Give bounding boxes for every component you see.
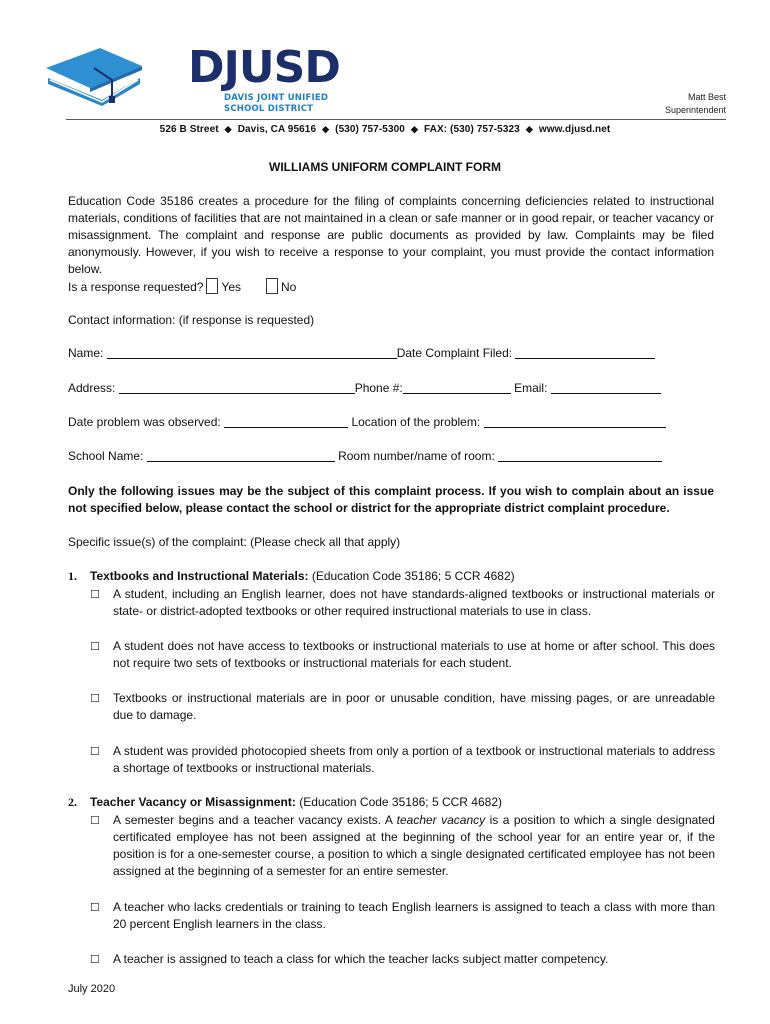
issue-textbooks-4: A student was provided photocopied sheets from only a portion of a textbook or instructional materials to address a shortage of textbooks or instructional materials. bbox=[113, 744, 715, 775]
form-title: WILLIAMS UNIFORM COMPLAINT FORM bbox=[269, 160, 501, 174]
issue-textbooks-2: A student does not have access to textbooks or instructional materials to use at home or after school. This does not require two sets of textbooks or instructional materials for each student. bbox=[113, 639, 715, 670]
separator-icon: ◆ bbox=[525, 124, 533, 134]
address-row bbox=[68, 381, 661, 395]
issue-teacher-3: A teacher is assigned to teach a class for which the teacher lacks subject matter competency. bbox=[113, 952, 609, 966]
city-address: Davis, CA 95616 bbox=[237, 124, 317, 135]
response-question: Is a response requested? bbox=[68, 280, 204, 294]
school-name-label: School Name: bbox=[68, 449, 144, 463]
header-divider bbox=[66, 119, 726, 120]
room-label: Room number/name of room: bbox=[338, 449, 495, 463]
name-label: Name: bbox=[68, 346, 104, 360]
checkbox-textbooks-3[interactable]: ☐ bbox=[90, 693, 100, 705]
issue-teacher-2: A teacher who lacks credentials or training to teach English learners is assigned to teach a class with more than 20 percent English learners in the class. bbox=[113, 900, 715, 931]
email-label: Email: bbox=[514, 381, 548, 395]
logo-wordmark: DJUSD bbox=[188, 42, 340, 93]
checkbox-textbooks-2[interactable]: ☐ bbox=[90, 641, 100, 653]
section-title: Textbooks and Instructional Materials: bbox=[90, 569, 309, 583]
graduation-cap-icon bbox=[40, 40, 190, 120]
section-heading-teacher bbox=[90, 795, 502, 809]
issue-textbooks-3: Textbooks or instructional materials are in poor or unusable condition, have missing pages, or are unreadable due to damage. bbox=[113, 691, 715, 722]
yes-checkbox[interactable] bbox=[206, 278, 218, 294]
no-checkbox[interactable] bbox=[266, 278, 278, 294]
location-field[interactable] bbox=[484, 415, 666, 428]
address-label: Address: bbox=[68, 381, 116, 395]
issue-text: A semester begins and a teacher vacancy exists. A bbox=[113, 813, 397, 827]
issue-textbooks-1: A student, including an English learner, does not have standards-aligned textbooks or instructional materials or state- or district-adopted textbooks or other required instructional materials to use in class. bbox=[113, 587, 715, 618]
separator-icon: ◆ bbox=[224, 124, 232, 134]
separator-icon: ◆ bbox=[322, 124, 330, 134]
checkbox-teacher-3[interactable]: ☐ bbox=[90, 954, 100, 966]
street-address: 526 B Street bbox=[159, 124, 219, 135]
contact-info-label: Contact information: (if response is requested) bbox=[68, 313, 315, 327]
location-label: Location of the problem: bbox=[351, 415, 481, 429]
issue-teacher-1 bbox=[113, 812, 715, 880]
yes-label: Yes bbox=[221, 280, 241, 294]
specific-issues-label: Specific issue(s) of the complaint: (Please check all that apply) bbox=[68, 535, 401, 549]
email-field[interactable] bbox=[551, 381, 661, 394]
separator-icon: ◆ bbox=[410, 124, 418, 134]
district-contact-line bbox=[0, 124, 770, 135]
district-logo bbox=[40, 40, 340, 120]
phone-number: (530) 757-5300 bbox=[335, 124, 405, 135]
section-number: 1. bbox=[68, 569, 77, 583]
logo-subtitle-line-2: SCHOOL DISTRICT bbox=[224, 104, 314, 114]
issue-text: is a position to which a single designated certificated employee has not been assigned at the beginning of the school year for an entire year or, if the position is for a one-semester course, a position to which a single designated certificated employee has not been assigned at the beginning of a semester for an entire semester. bbox=[113, 813, 715, 878]
phone-label: Phone #: bbox=[354, 381, 403, 395]
section-title: Teacher Vacancy or Misassignment: bbox=[90, 795, 296, 809]
phone-field[interactable] bbox=[403, 381, 511, 394]
logo-subtitle bbox=[224, 93, 328, 115]
room-field[interactable] bbox=[498, 449, 662, 462]
checkbox-textbooks-1[interactable]: ☐ bbox=[90, 589, 100, 601]
website-link[interactable]: www.djusd.net bbox=[538, 124, 611, 135]
response-requested-row bbox=[68, 278, 296, 296]
date-observed-field[interactable] bbox=[224, 415, 348, 428]
scope-notice: Only the following issues may be the subject of this complaint process. If you wish to complain about an issue not specified below, please contact the school or district for the appropriate district complaint procedure. bbox=[68, 484, 714, 515]
observed-row bbox=[68, 415, 666, 429]
checkbox-textbooks-4[interactable]: ☐ bbox=[90, 746, 100, 758]
school-row bbox=[68, 449, 662, 463]
intro-paragraph: Education Code 35186 creates a procedure for the filing of complaints concerning deficiencies related to instructional materials, conditions of facilities that are not maintained in a clean or safe manner or in good repair, or teacher vacancy or misassignment. The complaint and response are public documents as provided by law. Complaints may be filed anonymously. However, if you wish to receive a response to your complaint, you must provide the contact information below. bbox=[68, 194, 714, 276]
superintendent-title: Superintendent bbox=[664, 105, 726, 115]
date-filed-label: Date Complaint Filed: bbox=[396, 346, 513, 360]
section-heading-textbooks bbox=[90, 569, 515, 583]
no-label: No bbox=[281, 280, 297, 294]
checkbox-teacher-2[interactable]: ☐ bbox=[90, 902, 100, 914]
section-citation: (Education Code 35186; 5 CCR 4682) bbox=[308, 569, 515, 583]
section-citation: (Education Code 35186; 5 CCR 4682) bbox=[295, 795, 503, 809]
date-observed-label: Date problem was observed: bbox=[68, 415, 221, 429]
footer-date: July 2020 bbox=[68, 983, 116, 995]
school-name-field[interactable] bbox=[147, 449, 335, 462]
date-filed-field[interactable] bbox=[515, 346, 655, 359]
address-field[interactable] bbox=[119, 381, 355, 394]
logo-subtitle-line-1: DAVIS JOINT UNIFIED bbox=[224, 93, 329, 103]
name-field[interactable] bbox=[107, 346, 397, 359]
superintendent-block bbox=[665, 91, 726, 117]
section-number: 2. bbox=[68, 795, 77, 809]
superintendent-name: Matt Best bbox=[687, 92, 726, 102]
issue-emphasis: teacher vacancy bbox=[396, 813, 486, 827]
name-row bbox=[68, 346, 655, 360]
fax-number: FAX: (530) 757-5323 bbox=[423, 124, 520, 135]
checkbox-teacher-1[interactable]: ☐ bbox=[90, 815, 100, 827]
